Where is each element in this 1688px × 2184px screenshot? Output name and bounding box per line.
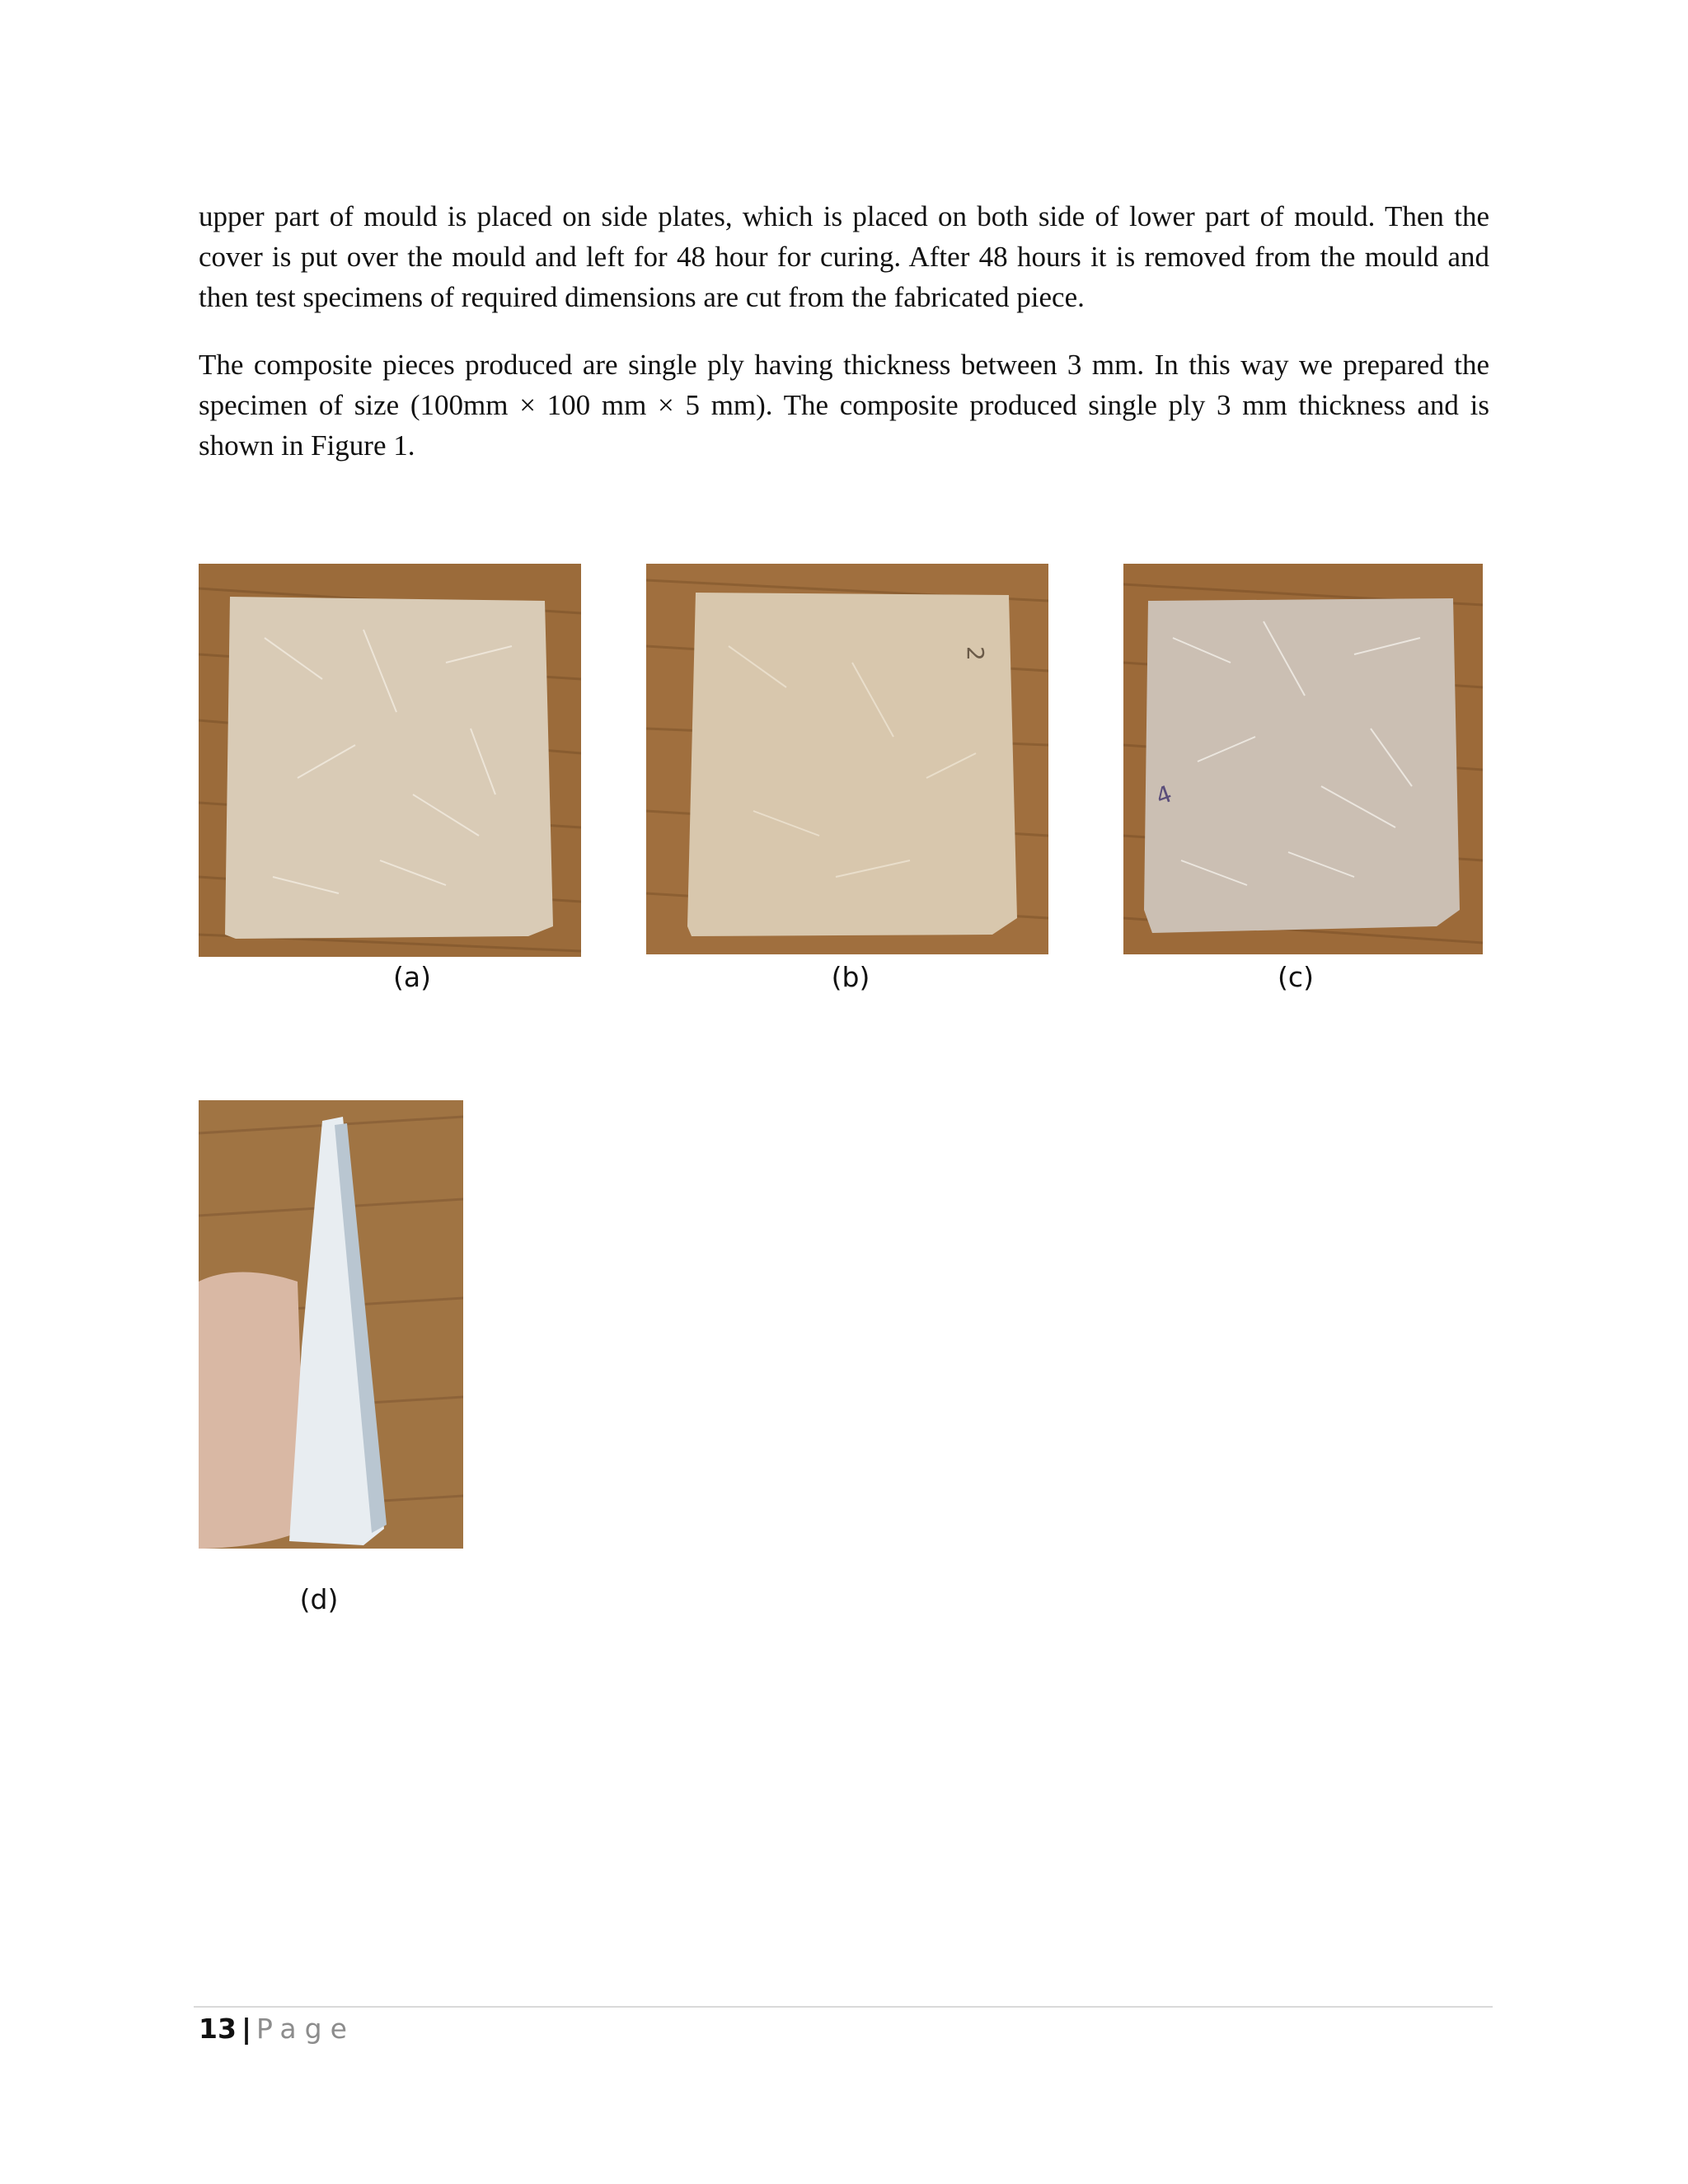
body-paragraph-1: upper part of mould is placed on side plates, which is placed on both side of lower part of mould. Then the cover is put over the mould and left for 48 hour for curing. After 48 hours it is removed from the mould and then test specimens of required dimensions are cut from the fabricated piece. xyxy=(199,200,1489,313)
caption-b: (b) xyxy=(831,961,870,993)
photo-specimen-d-side-view xyxy=(199,1100,463,1549)
specimen-mark-b: 2 xyxy=(962,646,989,661)
photo-specimen-b xyxy=(646,564,1048,954)
footer-divider xyxy=(194,2006,1493,2008)
page-label: Page xyxy=(256,2013,355,2045)
page-number: 13 xyxy=(199,2013,237,2045)
caption-a: (a) xyxy=(393,961,431,993)
photo-specimen-a xyxy=(199,564,581,957)
footer-separator: | xyxy=(241,2013,251,2045)
body-paragraph-2: The composite pieces produced are single ply having thickness between 3 mm. In this way we prepared the specimen of size (100mm × 100 mm × 5 mm). The composite produced single ply 3 mm thickness and is shown in Figure 1. xyxy=(199,349,1489,462)
caption-d: (d) xyxy=(299,1583,339,1615)
caption-c: (c) xyxy=(1278,961,1314,993)
photo-specimen-c xyxy=(1123,564,1483,954)
page-footer xyxy=(199,2013,355,2045)
specimen-mark-c: 4 xyxy=(1152,780,1176,811)
